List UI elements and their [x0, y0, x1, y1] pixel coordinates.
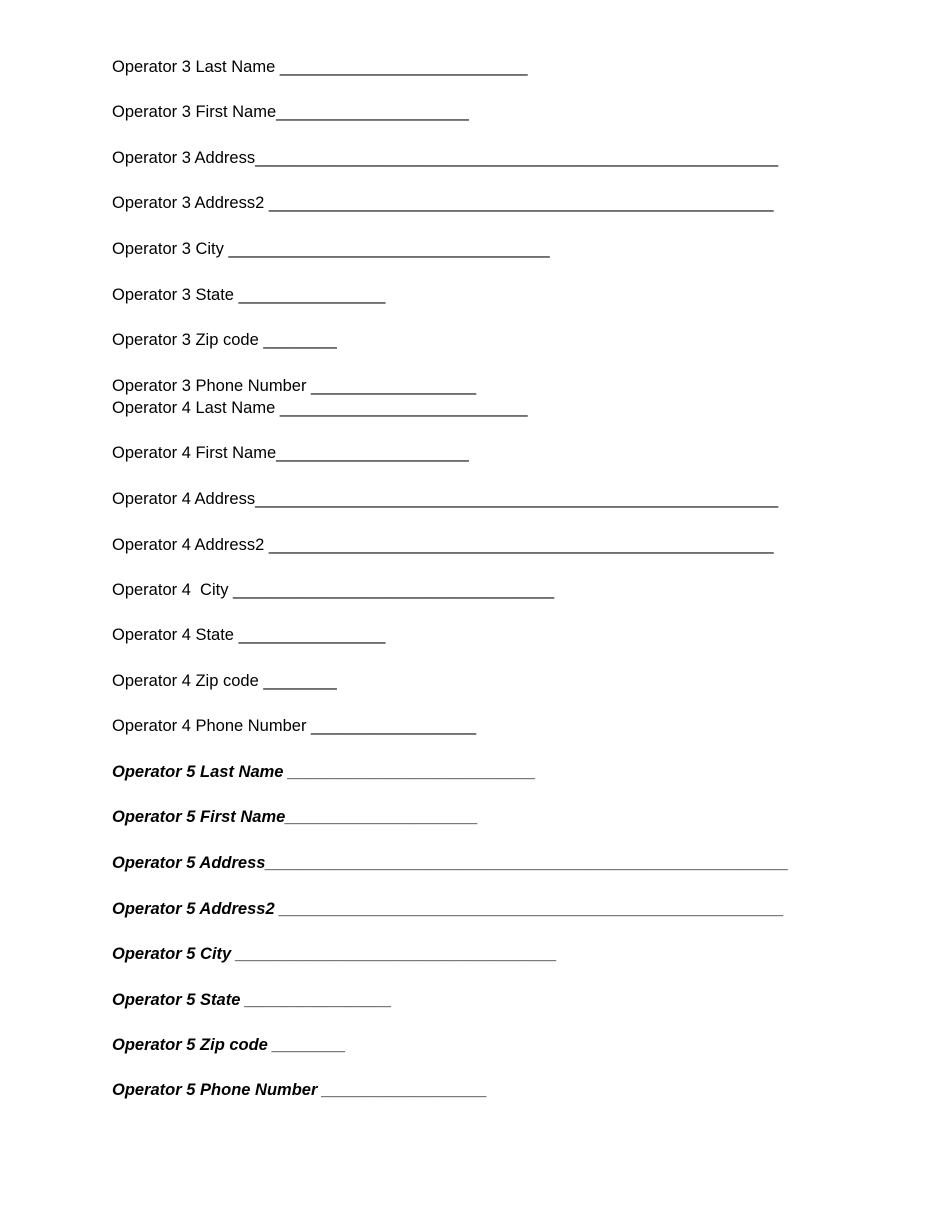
operator5-address-field: Operator 5 Address_________________________________________________________ — [112, 854, 789, 872]
operator5-last-name-field: Operator 5 Last Name ___________________________ — [112, 763, 536, 781]
operator4-first-name-field: Operator 4 First Name_____________________ — [112, 444, 469, 462]
operator3-address-field: Operator 3 Address_________________________________________________________ — [112, 149, 779, 167]
operator4-zip-field: Operator 4 Zip code ________ — [112, 672, 337, 690]
operator5-first-name-field: Operator 5 First Name_____________________ — [112, 808, 479, 826]
operator5-phone-field: Operator 5 Phone Number __________________ — [112, 1081, 488, 1099]
operator5-address2-field: Operator 5 Address2 _______________________________________________________ — [112, 900, 784, 918]
operator3-phone-field: Operator 3 Phone Number __________________ — [112, 377, 477, 395]
operator3-city-field: Operator 3 City ___________________________________ — [112, 240, 550, 258]
operator4-phone-field: Operator 4 Phone Number __________________ — [112, 717, 477, 735]
operator4-state-field: Operator 4 State ________________ — [112, 626, 386, 644]
operator5-zip-field: Operator 5 Zip code ________ — [112, 1036, 346, 1054]
operator3-address2-field: Operator 3 Address2 _______________________________________________________ — [112, 194, 774, 212]
operator3-state-field: Operator 3 State ________________ — [112, 286, 386, 304]
operator5-state-field: Operator 5 State ________________ — [112, 991, 392, 1009]
operator5-city-field: Operator 5 City ___________________________________ — [112, 945, 557, 963]
operator3-last-name-field: Operator 3 Last Name ___________________________ — [112, 58, 528, 76]
operator4-address-field: Operator 4 Address_________________________________________________________ — [112, 490, 779, 508]
operator3-zip-field: Operator 3 Zip code ________ — [112, 331, 337, 349]
operator4-address2-field: Operator 4 Address2 _______________________________________________________ — [112, 536, 774, 554]
operator4-last-name-field: Operator 4 Last Name ___________________________ — [112, 399, 528, 417]
operator3-first-name-field: Operator 3 First Name_____________________ — [112, 103, 469, 121]
operator4-city-field: Operator 4 City ___________________________________ — [112, 581, 555, 599]
